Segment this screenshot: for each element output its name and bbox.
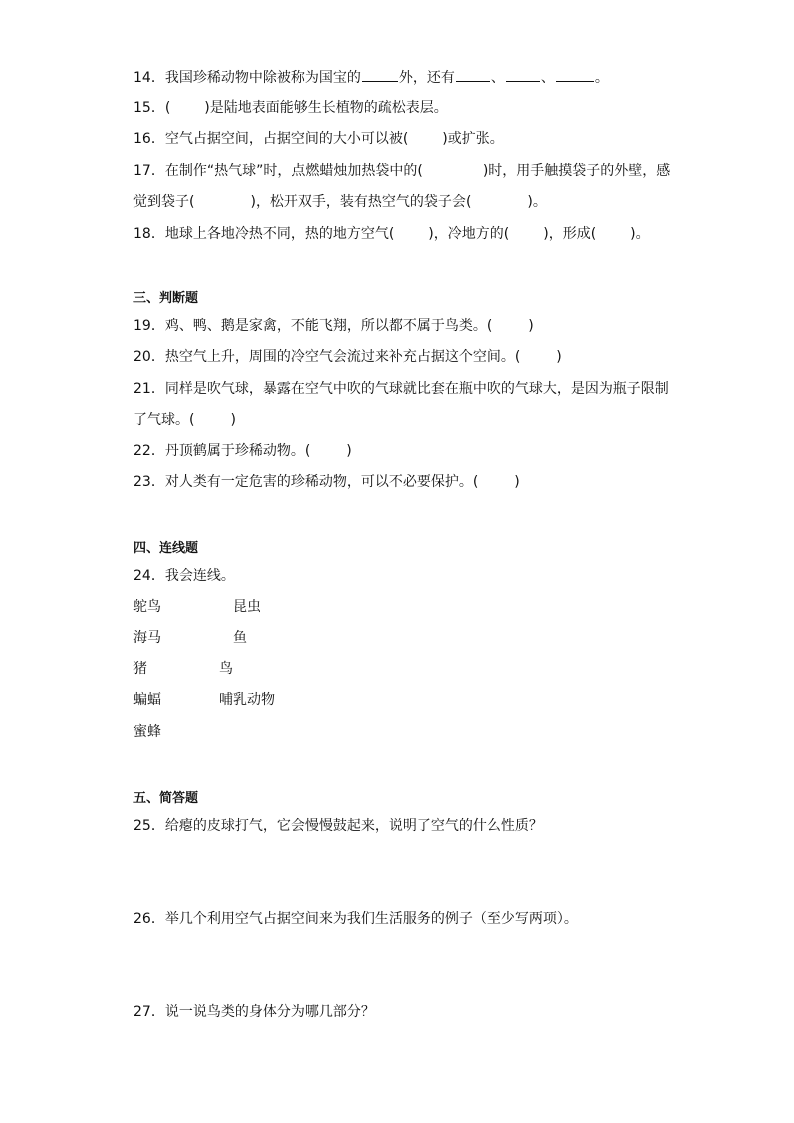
question-24: 24．我会连线。 — [133, 568, 235, 584]
match-right-item[interactable]: 鱼 — [233, 630, 247, 646]
blank[interactable] — [556, 67, 594, 82]
question-19: 19．鸡、鸭、鹅是家禽，不能飞翔，所以都不属于鸟类。( ) — [133, 318, 534, 334]
section-matching-title: 四、连线题 — [133, 541, 199, 556]
match-left-item[interactable]: 蜜蜂 — [133, 724, 161, 740]
question-23: 23．对人类有一定危害的珍稀动物，可以不必要保护。( ) — [133, 474, 520, 490]
match-right-item[interactable]: 哺乳动物 — [219, 692, 275, 708]
section-short-answer-title: 五、简答题 — [133, 791, 199, 806]
question-27: 27．说一说鸟类的身体分为哪几部分？ — [133, 1004, 375, 1020]
match-left-item[interactable]: 鸵鸟 — [133, 599, 161, 615]
question-25: 25．给瘪的皮球打气，它会慢慢鼓起来，说明了空气的什么性质？ — [133, 818, 543, 834]
section-judge-title: 三、判断题 — [133, 291, 199, 306]
question-26: 26．举几个利用空气占据空间来为我们生活服务的例子（至少写两项）。 — [133, 911, 578, 927]
match-right-item[interactable]: 昆虫 — [233, 599, 261, 615]
match-left-item[interactable]: 蝙蝠 — [133, 692, 161, 708]
blank[interactable] — [506, 67, 540, 82]
match-right-item[interactable]: 鸟 — [219, 661, 233, 677]
question-16: 16．空气占据空间，占据空间的大小可以被( )或扩张。 — [133, 131, 504, 147]
question-22: 22．丹顶鹤属于珍稀动物。( ) — [133, 443, 352, 459]
question-15: 15．( )是陆地表面能够生长植物的疏松表层。 — [133, 100, 448, 116]
match-left-item[interactable]: 猪 — [133, 661, 147, 677]
question-21-line-1: 21．同样是吹气球，暴露在空气中吹的气球就比套在瓶中吹的气球大，是因为瓶子限制 — [133, 381, 669, 397]
question-18: 18．地球上各地冷热不同，热的地方空气( )，冷地方的( )，形成( )。 — [133, 226, 650, 242]
question-17-line-2: 觉到袋子( )，松开双手，装有热空气的袋子会( )。 — [133, 194, 547, 210]
question-21-line-2: 了气球。( ) — [133, 412, 236, 428]
blank[interactable] — [456, 67, 490, 82]
question-17-line-1: 17．在制作“热气球”时，点燃蜡烛加热袋中的( )时，用手触摸袋子的外壁，感 — [133, 163, 671, 179]
question-14: 14．我国珍稀动物中除被称为国宝的 外，还有 、 、 。 — [133, 67, 609, 87]
match-left-item[interactable]: 海马 — [133, 630, 161, 646]
blank[interactable] — [362, 67, 398, 82]
question-20: 20．热空气上升，周围的冷空气会流过来补充占据这个空间。( ) — [133, 349, 562, 365]
